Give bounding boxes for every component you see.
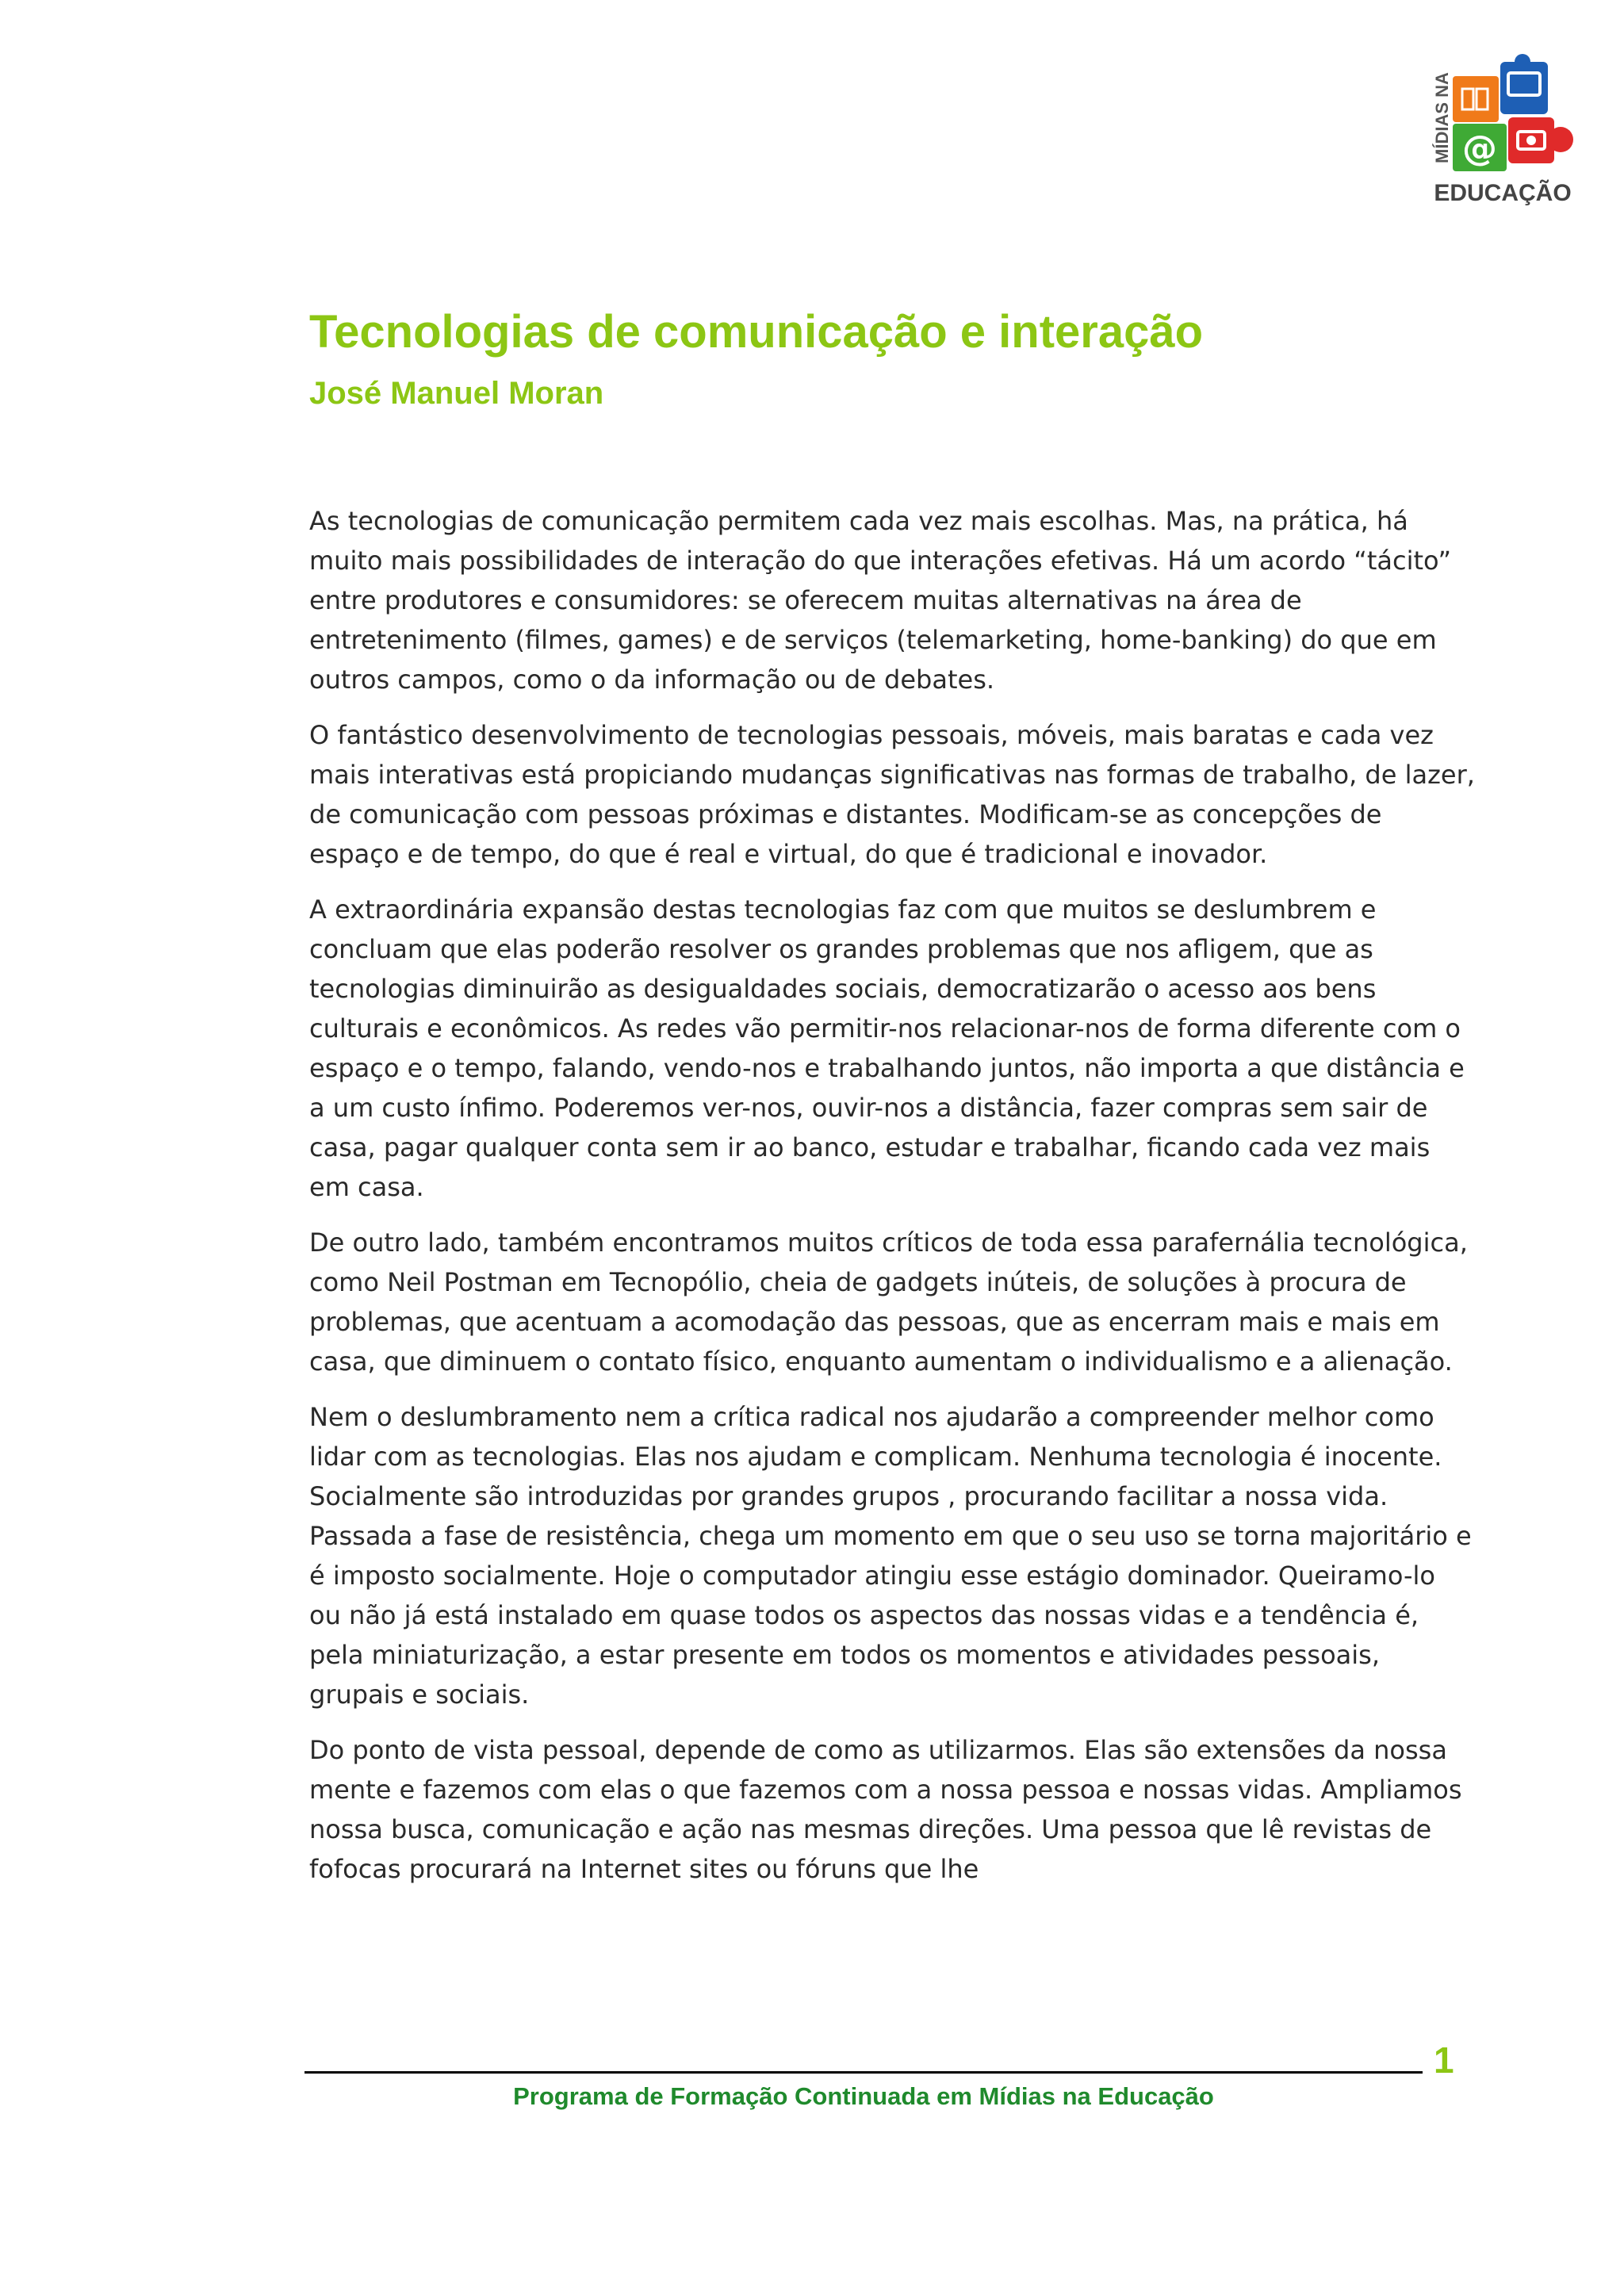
logo-bottom-text: EDUCAÇÃO — [1434, 180, 1572, 206]
footer-program-name: Programa de Formação Continuada em Mídias na Educação — [513, 2082, 1214, 2110]
logo-vertical-text: MÍDIAS NA — [1432, 72, 1452, 163]
body-paragraph: Nem o deslumbramento nem a crítica radical nos ajudarão a compreender melhor como lidar com as tecnologias. Elas nos ajudam e complicam. Nenhuma tecnologia é inocente. Socialmente são introduzidas por grandes grupos , procurando facilitar a nossa vida. Passada a fase de resistência, chega um momento em que o seu uso se torna majoritário e é imposto socialmente. Hoje o computador atingiu esse estágio dominador. Queiramo-lo ou não já está instalado em quase todos os aspectos das nossas vidas e a tendência é, pela miniaturização, a estar presente em todos os momentos e atividades pessoais, grupais e sociais. — [309, 1402, 1472, 1710]
body-paragraph: O fantástico desenvolvimento de tecnologias pessoais, móveis, mais baratas e cada vez mais interativas está propiciando mudanças significativas nas formas de trabalho, de lazer, de comunicação com pessoas próximas e distantes. Modificam-se as concepções de espaço e de tempo, do que é real e virtual, do que é tradicional e inovador. — [309, 720, 1475, 869]
body-paragraph: As tecnologias de comunicação permitem cada vez mais escolhas. Mas, na prática, há muito mais possibilidades de interação do que interações efetivas. Há um acordo “tácito” entre produtores e consumidores: se oferecem muitas alternativas na área de entretenimento (filmes, games) e de serviços (telemarketing, home-banking) do que em outros campos, como o da informação ou de debates. — [309, 506, 1452, 695]
body-paragraph: Do ponto de vista pessoal, depende de como as utilizarmos. Elas são extensões da nossa mente e fazemos com elas o que fazemos com a nossa pessoa e nossas vidas. Ampliamos nossa busca, comunicação e ação nas mesmas direções. Uma pessoa que lê revistas de fofocas procurará na Internet sites ou fóruns que lhe — [309, 1735, 1462, 1884]
svg-text:@: @ — [1462, 128, 1497, 169]
document-title: Tecnologias de comunicação e interação — [309, 306, 1204, 358]
body-paragraph: A extraordinária expansão destas tecnologias faz com que muitos se deslumbrem e concluam que elas poderão resolver os grandes problemas que nos afligem, que as tecnologias diminuirão as desigualdades sociais, democratizarão o acesso aos bens culturais e econômicos. As redes vão permitir-nos relacionar-nos de forma diferente com o espaço e o tempo, falando, vendo-nos e trabalhando juntos, não importa a que distância e a um custo ínfimo. Poderemos ver-nos, ouvir-nos a distância, fazer compras sem sair de casa, pagar qualquer conta sem ir ao banco, estudar e trabalhar, ficando cada vez mais em casa. — [309, 894, 1465, 1202]
footer-rule — [304, 2071, 1423, 2074]
document-body — [309, 501, 1475, 1905]
page-number: 1 — [1434, 2039, 1454, 2081]
body-paragraph: De outro lado, também encontramos muitos críticos de toda essa parafernália tecnológica, como Neil Postman em Tecnopólio, cheia de gadgets inúteis, de soluções à procura de problemas, que acentuam a acomodação das pessoas, que as encerram mais e mais em casa, que diminuem o contato físico, enquanto aumentam o individualismo e a alienação. — [309, 1227, 1468, 1377]
document-author: José Manuel Moran — [309, 376, 604, 411]
midias-na-educacao-logo — [1427, 54, 1578, 209]
